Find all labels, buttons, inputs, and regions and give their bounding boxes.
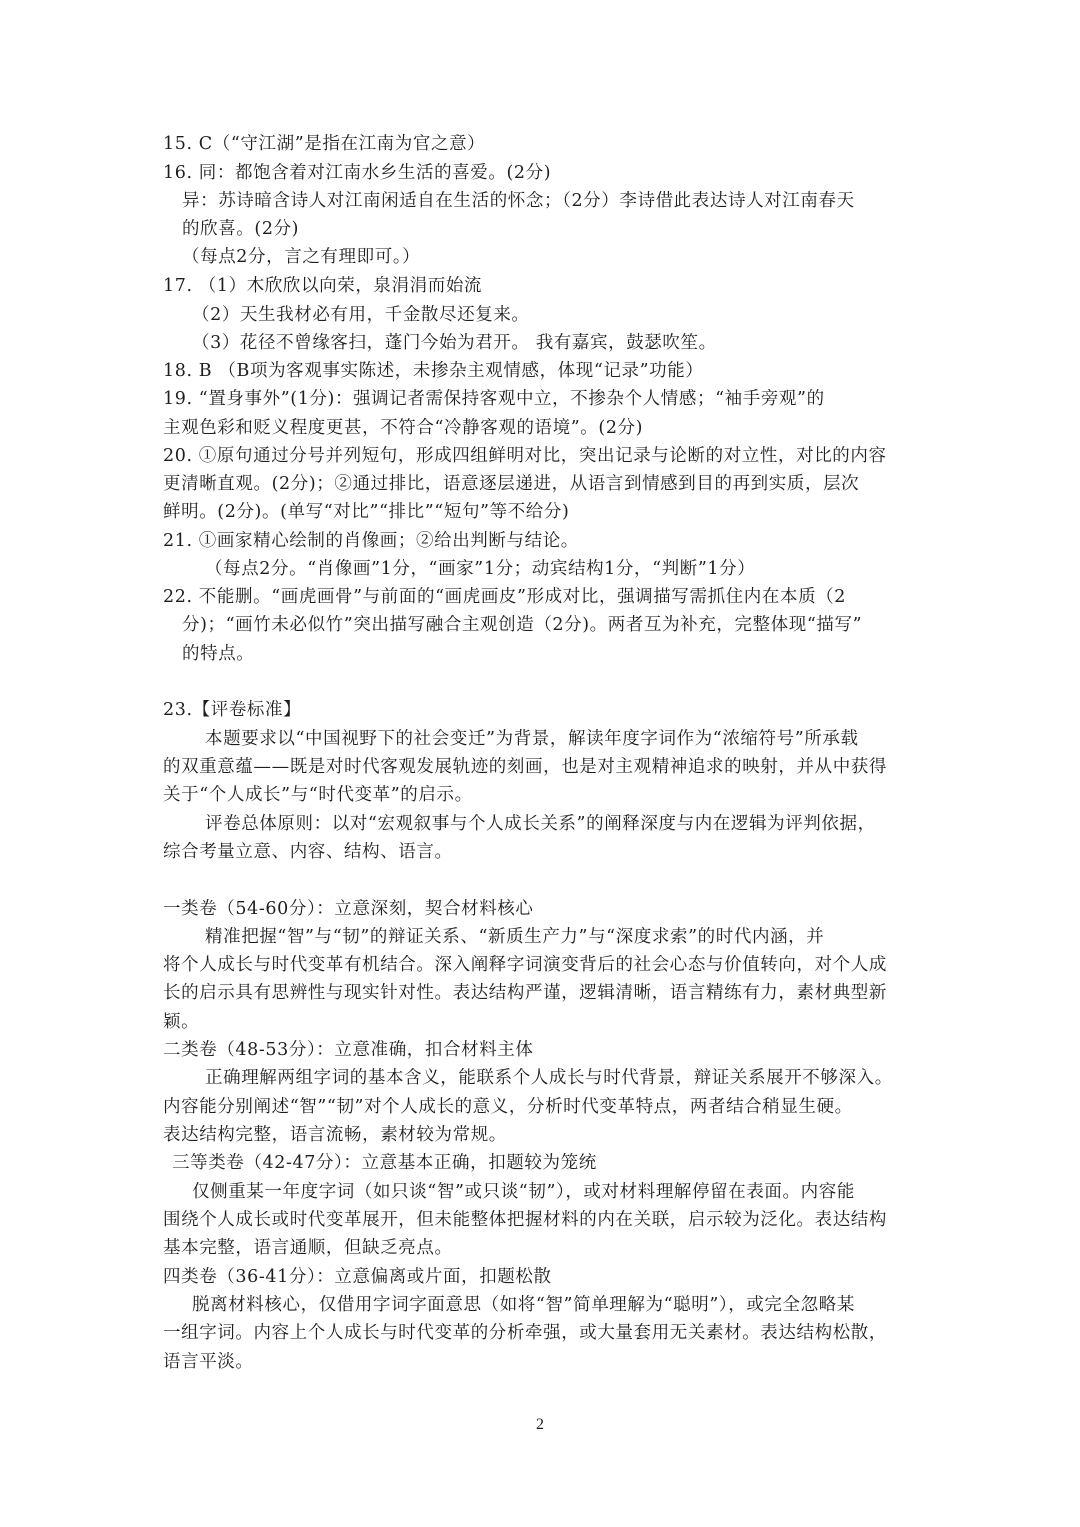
essay-intro-cont: 的双重意蕴——既是对时代客观发展轨迹的刻画，也是对主观精神追求的映射，并从中获得 bbox=[163, 757, 887, 777]
answer-16-difference-cont: 的欣喜。(2分) bbox=[182, 219, 300, 239]
answer-21-note: （每点2分。“肖像画”1分，“画家”1分；动宾结构1分，“判断”1分） bbox=[205, 559, 756, 579]
answer-17-3: （3）花径不曾缘客扫，蓬门今始为君开。 我有嘉宾，鼓瑟吹笙。 bbox=[192, 333, 717, 353]
essay-principle: 评卷总体原则：以对“宏观叙事与个人成长关系”的阐释深度与内在逻辑为评判依据， bbox=[205, 814, 876, 834]
page-number: 2 bbox=[536, 1416, 544, 1433]
grade-2-text-cont: 内容能分别阐述“智”“韧”对个人成长的意义，分析时代变革特点，两者结合稍显生硬。 bbox=[163, 1097, 853, 1117]
answer-22: 22. 不能删。“画虎画骨”与前面的“画虎画皮”形成对比，强调描写需抓住内在本质（2 bbox=[163, 587, 847, 607]
grade-3-title: 三等类卷（42-47分）：立意基本正确，扣题较为笼统 bbox=[172, 1153, 597, 1173]
grade-3-text-end: 基本完整，语言通顺，但缺乏亮点。 bbox=[163, 1238, 453, 1258]
grade-4-text: 脱离材料核心，仅借用字词字面意思（如将“智”简单理解为“聪明”），或完全忽略某 bbox=[192, 1295, 855, 1315]
answer-16-difference: 异：苏诗暗含诗人对江南闲适自在生活的怀念；（2分）李诗借此表达诗人对江南春天 bbox=[182, 191, 855, 211]
answer-22-end: 的特点。 bbox=[182, 644, 255, 664]
answer-20-note: 鲜明。(2分)。(单写“对比”“排比”“短句”等不给分) bbox=[163, 502, 570, 522]
essay-intro: 本题要求以“中国视野下的社会变迁”为背景，解读年度字词作为“浓缩符号”所承载 bbox=[205, 729, 859, 749]
grade-4-title: 四类卷（36-41分）：立意偏离或片面，扣题松散 bbox=[163, 1267, 552, 1287]
answer-19: 19. “置身事外”(1分)：强调记者需保持客观中立，不掺杂个人情感；“袖手旁观”的 bbox=[163, 389, 825, 409]
grade-2-text-end: 表达结构完整，语言流畅，素材较为常规。 bbox=[163, 1125, 507, 1145]
essay-intro-end: 关于“个人成长”与“时代变革”的启示。 bbox=[163, 785, 473, 805]
answer-19-cont: 主观色彩和贬义程度更甚，不符合“冷静客观的语境”。(2分) bbox=[163, 418, 644, 438]
essay-title: 23.【评卷标准】 bbox=[163, 700, 302, 720]
answer-18: 18. B （B项为客观事实陈述，未掺杂主观情感，体现“记录”功能） bbox=[163, 361, 704, 381]
answer-15: 15. C（“守江湖”是指在江南为官之意） bbox=[163, 134, 486, 154]
answer-20: 20. ①原句通过分号并列短句，形成四组鲜明对比，突出记录与论断的对立性，对比的内容 bbox=[163, 446, 887, 466]
answer-16-similarity: 16. 同：都饱含着对江南水乡生活的喜爱。(2分) bbox=[163, 163, 552, 183]
grade-1-text-end: 颖。 bbox=[163, 1012, 200, 1032]
essay-principle-cont: 综合考量立意、内容、结构、语言。 bbox=[163, 842, 453, 862]
grade-4-text-cont: 一组字词。内容上个人成长与时代变革的分析牵强，或大量套用无关素材。表达结构松散， bbox=[163, 1323, 887, 1343]
answer-21: 21. ①画家精心绘制的肖像画；②给出判断与结论。 bbox=[163, 531, 579, 551]
answer-17-2: （2）天生我材必有用，千金散尽还复来。 bbox=[192, 305, 530, 325]
grade-4-text-end: 语言平淡。 bbox=[163, 1352, 254, 1372]
answer-20-cont: 更清晰直观。(2分)；②通过排比，语意逐层递进，从语言到情感到目的再到实质，层次 bbox=[163, 474, 860, 494]
answer-22-cont: 分)；“画竹未必似竹”突出描写融合主观创造（2分)。两者互为补充，完整体现“描写” bbox=[182, 615, 863, 635]
grade-1-text-cont: 将个人成长与时代变革有机结合。深入阐释字词演变背后的社会心态与价值转向，对个人成 bbox=[163, 955, 887, 975]
grade-3-text: 仅侧重某一年度字词（如只谈“智”或只谈“韧”），或对材料理解停留在表面。内容能 bbox=[192, 1182, 855, 1202]
grade-1-text: 精准把握“智”与“韧”的辩证关系、“新质生产力”与“深度求索”的时代内涵，并 bbox=[205, 927, 825, 947]
grade-1-title: 一类卷（54-60分）：立意深刻，契合材料核心 bbox=[163, 899, 534, 919]
grade-3-text-cont: 围绕个人成长或时代变革展开，但未能整体把握材料的内在关联，启示较为泛化。表达结构 bbox=[163, 1210, 887, 1230]
grade-2-title: 二类卷（48-53分）：立意准确，扣合材料主体 bbox=[163, 1040, 534, 1060]
grade-2-text: 正确理解两组字词的基本含义，能联系个人成长与时代背景，辩证关系展开不够深入。 bbox=[205, 1068, 893, 1088]
answer-16-note: （每点2分，言之有理即可。） bbox=[182, 247, 421, 267]
answer-17-1: 17. （1）木欣欣以向荣，泉涓涓而始流 bbox=[163, 276, 483, 296]
grade-1-text-cont: 长的启示具有思辨性与现实针对性。表达结构严谨，逻辑清晰，语言精练有力，素材典型新 bbox=[163, 983, 887, 1003]
